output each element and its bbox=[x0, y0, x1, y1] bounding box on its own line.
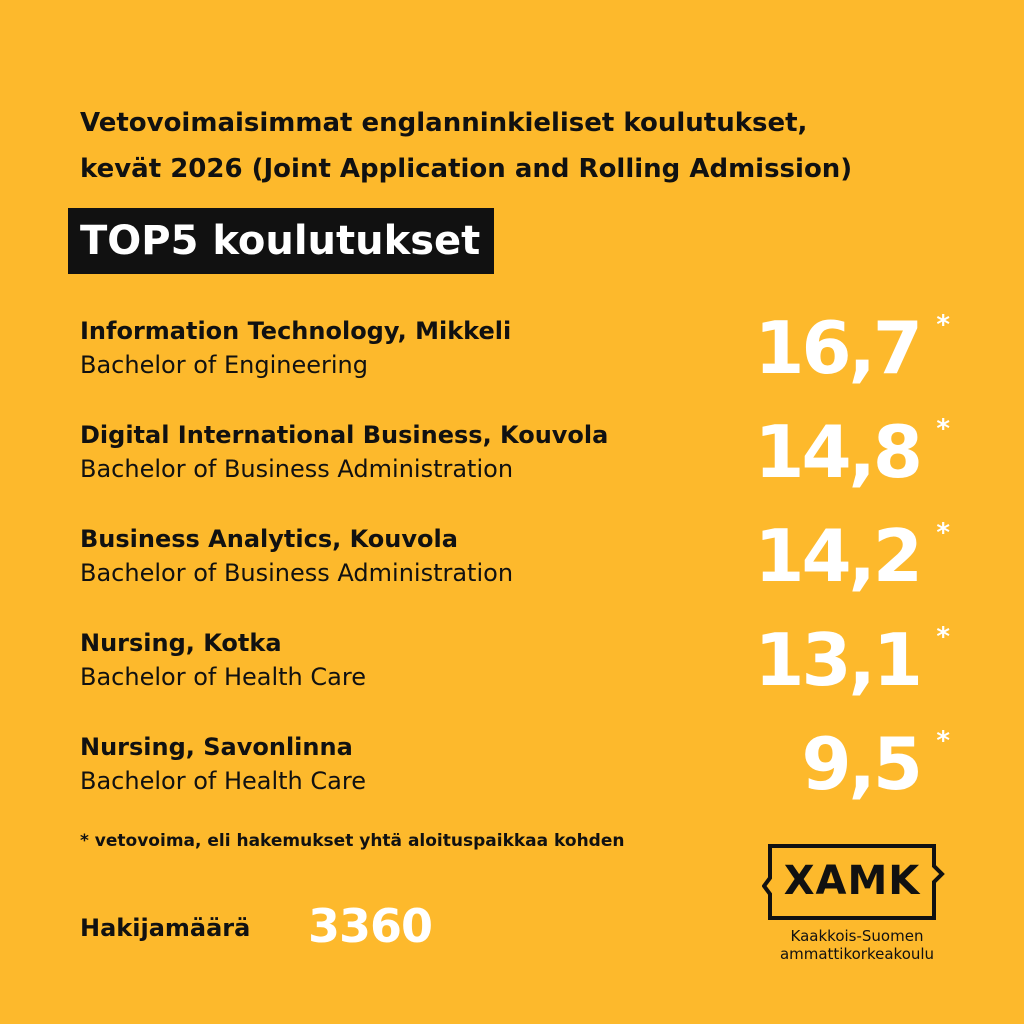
asterisk-marker: * bbox=[936, 310, 950, 340]
applicants-label: Hakijamäärä bbox=[80, 914, 251, 942]
asterisk-marker: * bbox=[936, 414, 950, 444]
logo-subtitle-line-2: ammattikorkeakoulu bbox=[779, 945, 935, 963]
xamk-logo bbox=[762, 842, 952, 962]
footnote: * vetovoima, eli hakemukset yhtä aloituspaikkaa kohden bbox=[80, 831, 625, 851]
logo-wordmark: XAMK bbox=[783, 858, 921, 904]
top5-badge: TOP5 koulutukset bbox=[68, 208, 494, 274]
asterisk-marker: * bbox=[936, 726, 950, 756]
program-score: 13,1 bbox=[754, 618, 920, 702]
program-score: 16,7 bbox=[754, 306, 920, 390]
program-degree: Bachelor of Business Administration bbox=[80, 455, 514, 483]
asterisk-marker: * bbox=[936, 518, 950, 548]
program-row bbox=[80, 410, 960, 510]
program-degree: Bachelor of Health Care bbox=[80, 767, 366, 795]
program-degree: Bachelor of Engineering bbox=[80, 351, 368, 379]
program-name: Business Analytics, Kouvola bbox=[80, 525, 458, 553]
page-heading bbox=[80, 100, 980, 192]
asterisk-marker: * bbox=[936, 622, 950, 652]
program-row bbox=[80, 722, 960, 822]
program-row bbox=[80, 514, 960, 614]
program-row bbox=[80, 306, 960, 406]
heading-line-2: kevät 2026 (Joint Application and Rolling Admission) bbox=[80, 154, 853, 184]
heading-line-1: Vetovoimaisimmat englanninkieliset koulutukset, bbox=[80, 108, 808, 138]
program-score: 14,8 bbox=[754, 410, 920, 494]
program-name: Nursing, Savonlinna bbox=[80, 733, 353, 761]
program-name: Digital International Business, Kouvola bbox=[80, 421, 609, 449]
applicants-value: 3360 bbox=[308, 899, 433, 953]
program-degree: Bachelor of Health Care bbox=[80, 663, 366, 691]
program-name: Nursing, Kotka bbox=[80, 629, 282, 657]
program-score: 9,5 bbox=[801, 722, 920, 806]
program-score: 14,2 bbox=[754, 514, 920, 598]
logo-subtitle-line-1: Kaakkois-Suomen bbox=[790, 927, 924, 945]
program-degree: Bachelor of Business Administration bbox=[80, 559, 514, 587]
program-row bbox=[80, 618, 960, 718]
program-name: Information Technology, Mikkeli bbox=[80, 317, 512, 345]
